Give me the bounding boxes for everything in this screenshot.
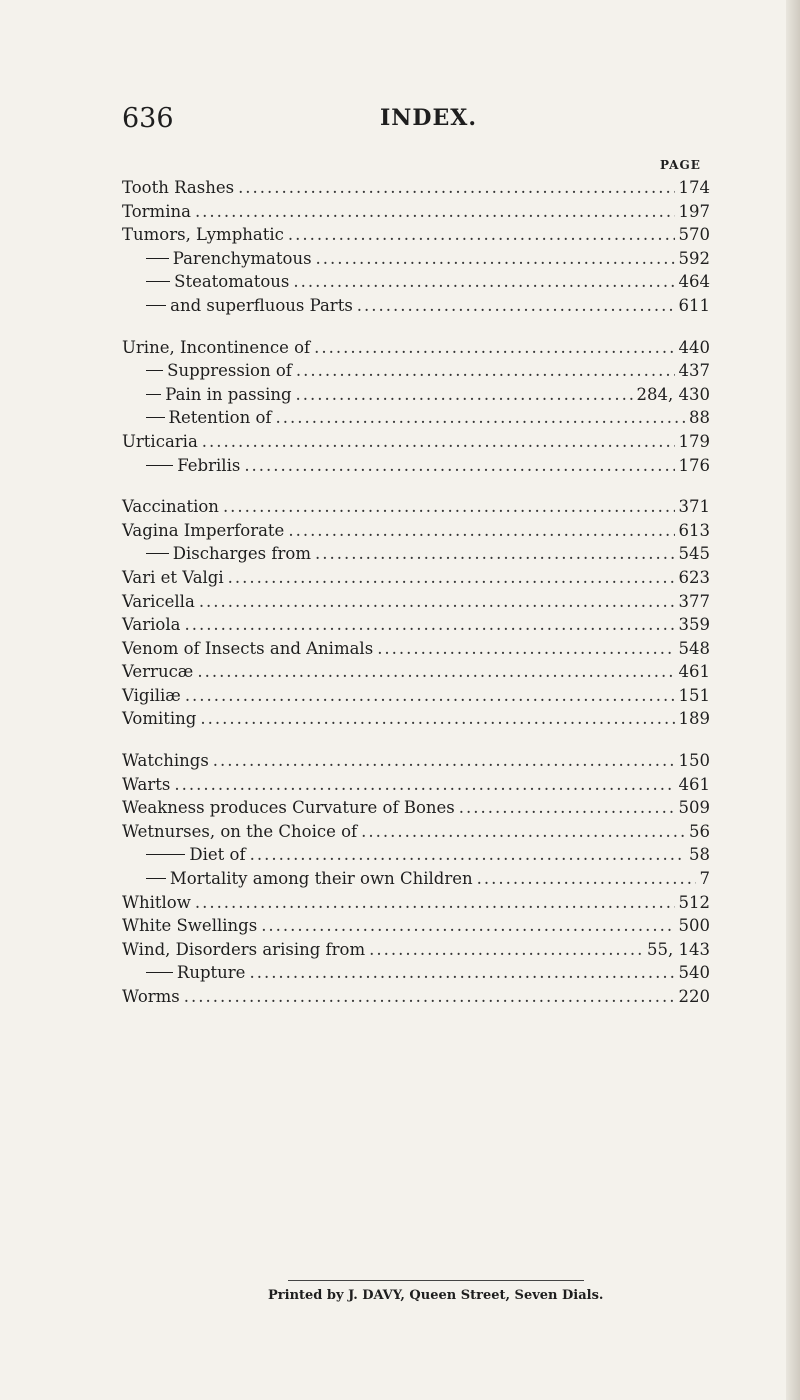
dot-leader bbox=[276, 408, 686, 427]
ditto-dash bbox=[146, 394, 161, 395]
entry-label: Rupture bbox=[176, 963, 246, 983]
index-entries bbox=[122, 178, 710, 1029]
dot-leader bbox=[199, 592, 675, 611]
dot-leader bbox=[184, 987, 675, 1006]
ditto-dash bbox=[146, 305, 166, 306]
entry-label: Worms bbox=[122, 987, 180, 1006]
ditto-dash bbox=[146, 258, 169, 259]
entry-label: Weakness produces Curvature of Bones bbox=[122, 798, 455, 818]
index-entry bbox=[122, 249, 710, 273]
entry-label: Vari et Valgi bbox=[122, 567, 224, 587]
index-entry bbox=[122, 521, 710, 545]
entry-label: Wetnurses, on the Choice of bbox=[122, 821, 358, 841]
entry-label: Diet of bbox=[189, 845, 246, 865]
entry-label: and superfluous Parts bbox=[170, 295, 353, 315]
index-entry bbox=[122, 775, 710, 799]
dot-leader bbox=[369, 940, 643, 959]
dot-leader bbox=[200, 709, 674, 728]
dot-leader bbox=[249, 963, 674, 982]
entry-pages: 592 bbox=[678, 248, 710, 268]
dot-leader bbox=[293, 272, 674, 291]
entry-pages: 371 bbox=[678, 497, 710, 517]
entry-label: Warts bbox=[122, 774, 171, 794]
running-head: INDEX. bbox=[380, 105, 477, 131]
index-entry bbox=[122, 751, 710, 775]
entry-label: Vagina Imperforate bbox=[122, 520, 285, 540]
dot-leader bbox=[377, 639, 674, 658]
dot-leader bbox=[314, 338, 674, 357]
entry-pages: 150 bbox=[678, 751, 710, 771]
entry-pages: 461 bbox=[678, 662, 710, 682]
entry-label: Vomiting bbox=[122, 709, 197, 729]
entry-label: Suppression of bbox=[167, 361, 292, 381]
printer-imprint: Printed by J. DAVY, Queen Street, Seven Dials. bbox=[268, 1288, 604, 1303]
dot-leader bbox=[185, 686, 675, 705]
dot-leader bbox=[361, 822, 685, 841]
dot-leader bbox=[238, 178, 674, 197]
dot-leader bbox=[195, 893, 675, 912]
index-entry bbox=[122, 272, 710, 296]
ditto-dash bbox=[146, 281, 170, 282]
entry-pages: 500 bbox=[678, 916, 710, 936]
entry-label: Tooth Rashes bbox=[122, 178, 235, 197]
entry-label: Tormina bbox=[122, 201, 191, 221]
entry-pages: 55, 143 bbox=[647, 939, 710, 959]
index-entry bbox=[122, 639, 710, 663]
entry-pages: 512 bbox=[678, 892, 710, 912]
entry-label: Varicella bbox=[122, 591, 195, 611]
dot-leader bbox=[250, 845, 685, 864]
entry-label: Pain in passing bbox=[165, 384, 292, 404]
ditto-dash bbox=[146, 878, 166, 879]
entry-pages: 377 bbox=[678, 591, 710, 611]
index-entry bbox=[122, 385, 710, 409]
dot-leader bbox=[184, 615, 674, 634]
ditto-dash bbox=[146, 854, 185, 855]
index-entry bbox=[122, 987, 710, 1011]
page-header bbox=[122, 103, 722, 143]
index-entry bbox=[122, 178, 710, 202]
entry-pages: 437 bbox=[678, 361, 710, 381]
dot-leader bbox=[197, 662, 674, 681]
entry-pages: 197 bbox=[678, 201, 710, 221]
entry-pages: 545 bbox=[678, 544, 710, 564]
entry-label: Watchings bbox=[122, 751, 209, 771]
entry-pages: 56 bbox=[689, 821, 710, 841]
index-entry bbox=[122, 686, 710, 710]
entry-pages: 611 bbox=[678, 295, 710, 315]
index-entry bbox=[122, 592, 710, 616]
entry-pages: 359 bbox=[678, 615, 710, 635]
entry-label: Verrucæ bbox=[122, 662, 194, 682]
dot-leader bbox=[174, 775, 674, 794]
dot-leader bbox=[288, 225, 675, 244]
dot-leader bbox=[202, 432, 675, 451]
entry-label: White Swellings bbox=[122, 916, 258, 936]
entry-pages: 151 bbox=[678, 685, 710, 705]
dot-leader bbox=[195, 202, 675, 221]
dot-leader bbox=[261, 916, 674, 935]
ditto-dash bbox=[146, 553, 169, 554]
dot-leader bbox=[296, 361, 675, 380]
index-entry bbox=[122, 296, 710, 320]
index-entry bbox=[122, 940, 710, 964]
ditto-dash bbox=[146, 465, 173, 466]
entry-pages: 613 bbox=[678, 520, 710, 540]
entry-pages: 623 bbox=[678, 567, 710, 587]
index-entry bbox=[122, 408, 710, 432]
index-group bbox=[122, 497, 710, 733]
dot-leader bbox=[459, 798, 675, 817]
index-group bbox=[122, 338, 710, 480]
entry-label: Whitlow bbox=[122, 892, 191, 912]
page-number: 636 bbox=[122, 103, 174, 134]
entry-label: Wind, Disorders arising from bbox=[122, 939, 366, 959]
entry-pages: 509 bbox=[678, 798, 710, 818]
entry-label: Discharges from bbox=[172, 544, 311, 564]
entry-pages: 174 bbox=[678, 178, 710, 197]
entry-pages: 540 bbox=[678, 963, 710, 983]
dot-leader bbox=[315, 544, 675, 563]
index-entry bbox=[122, 963, 710, 987]
entry-pages: 176 bbox=[678, 455, 710, 475]
dot-leader bbox=[244, 456, 674, 475]
entry-label: Parenchymatous bbox=[172, 248, 312, 268]
dot-leader bbox=[228, 568, 675, 587]
index-entry bbox=[122, 662, 710, 686]
ditto-dash bbox=[146, 370, 163, 371]
index-entry bbox=[122, 225, 710, 249]
entry-pages: 58 bbox=[689, 845, 710, 865]
index-group bbox=[122, 178, 710, 320]
entry-label: Urine, Incontinence of bbox=[122, 337, 311, 357]
index-entry bbox=[122, 202, 710, 226]
index-entry bbox=[122, 456, 710, 480]
entry-label: Mortality among their own Children bbox=[169, 869, 473, 889]
index-entry bbox=[122, 709, 710, 733]
index-group bbox=[122, 751, 710, 1011]
entry-pages: 464 bbox=[678, 272, 710, 292]
index-entry bbox=[122, 869, 710, 893]
index-entry bbox=[122, 497, 710, 521]
ditto-dash bbox=[146, 417, 165, 418]
index-entry bbox=[122, 893, 710, 917]
entry-label: Febrilis bbox=[177, 455, 241, 475]
entry-pages: 461 bbox=[678, 774, 710, 794]
entry-pages: 570 bbox=[678, 225, 710, 245]
entry-label: Retention of bbox=[168, 408, 272, 428]
index-entry bbox=[122, 361, 710, 385]
entry-pages: 548 bbox=[678, 638, 710, 658]
entry-label: Vaccination bbox=[122, 497, 219, 517]
index-entry bbox=[122, 568, 710, 592]
dot-leader bbox=[477, 869, 696, 888]
entry-pages: 189 bbox=[678, 709, 710, 729]
entry-label: Venom of Insects and Animals bbox=[122, 638, 374, 658]
index-entry bbox=[122, 432, 710, 456]
page-column-label: PAGE bbox=[660, 158, 701, 172]
dot-leader bbox=[316, 249, 675, 268]
entry-label: Vigiliæ bbox=[122, 685, 181, 705]
entry-label: Urticaria bbox=[122, 431, 198, 451]
entry-pages: 220 bbox=[678, 987, 710, 1006]
entry-pages: 179 bbox=[678, 431, 710, 451]
entry-pages: 88 bbox=[689, 408, 710, 428]
index-entry bbox=[122, 798, 710, 822]
index-entry bbox=[122, 544, 710, 568]
dot-leader bbox=[296, 385, 633, 404]
index-entry bbox=[122, 338, 710, 362]
ditto-dash bbox=[146, 972, 173, 973]
index-entry bbox=[122, 822, 710, 846]
dot-leader bbox=[213, 751, 675, 770]
index-entry bbox=[122, 916, 710, 940]
entry-pages: 7 bbox=[699, 869, 710, 889]
entry-pages: 440 bbox=[678, 337, 710, 357]
entry-label: Steatomatous bbox=[174, 272, 290, 292]
dot-leader bbox=[223, 497, 675, 516]
dot-leader bbox=[288, 521, 674, 540]
index-entry bbox=[122, 845, 710, 869]
dot-leader bbox=[357, 296, 675, 315]
entry-label: Tumors, Lymphatic bbox=[122, 225, 284, 245]
page-edge-shadow bbox=[786, 0, 800, 1400]
entry-pages: 284, 430 bbox=[636, 384, 710, 404]
entry-label: Variola bbox=[122, 615, 181, 635]
index-entry bbox=[122, 615, 710, 639]
footer-rule bbox=[288, 1280, 584, 1281]
